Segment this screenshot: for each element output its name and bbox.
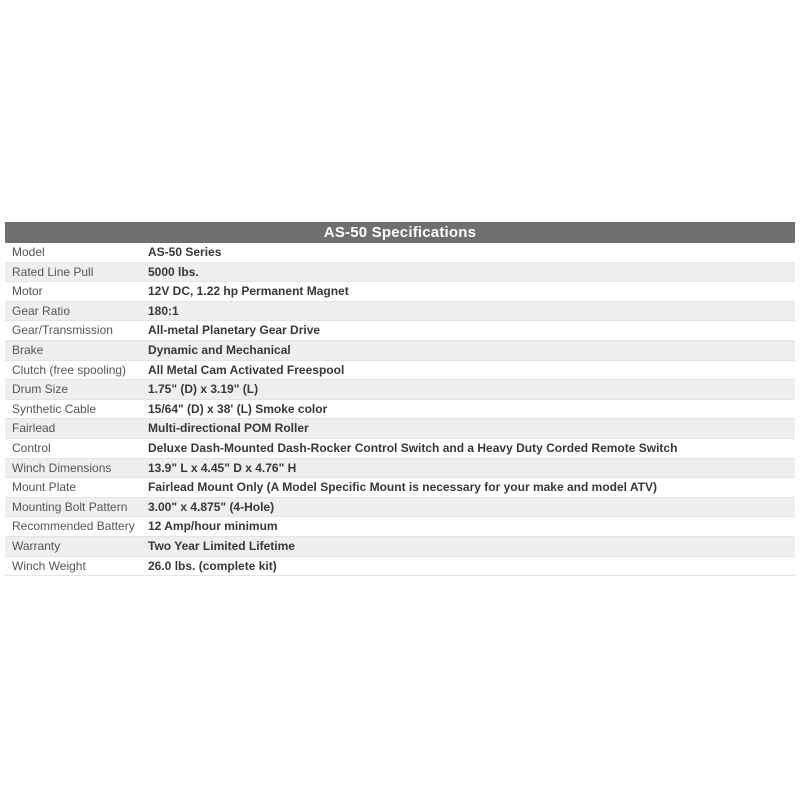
spec-row-value: 1.75" (D) x 3.19" (L) bbox=[141, 380, 795, 400]
spec-row-value: 180:1 bbox=[141, 301, 795, 321]
spec-row-value: Deluxe Dash-Mounted Dash-Rocker Control Switch and a Heavy Duty Corded Remote Switch bbox=[141, 438, 795, 458]
specifications-table-title: AS-50 Specifications bbox=[5, 222, 795, 243]
spec-row-value: All-metal Planetary Gear Drive bbox=[141, 321, 795, 341]
spec-row-value: AS-50 Series bbox=[141, 243, 795, 262]
spec-row-value: 26.0 lbs. (complete kit) bbox=[141, 556, 795, 576]
spec-row bbox=[5, 340, 795, 360]
spec-row-value: Multi-directional POM Roller bbox=[141, 419, 795, 439]
spec-row-label: Warranty bbox=[5, 536, 141, 556]
spec-row-value: 13.9" L x 4.45" D x 4.76" H bbox=[141, 458, 795, 478]
spec-row bbox=[5, 282, 795, 302]
spec-row bbox=[5, 536, 795, 556]
spec-row-label: Fairlead bbox=[5, 419, 141, 439]
spec-row-value: 12V DC, 1.22 hp Permanent Magnet bbox=[141, 282, 795, 302]
spec-row-label: Gear/Transmission bbox=[5, 321, 141, 341]
spec-row bbox=[5, 301, 795, 321]
spec-row bbox=[5, 360, 795, 380]
spec-row-label: Rated Line Pull bbox=[5, 262, 141, 282]
spec-row-label: Clutch (free spooling) bbox=[5, 360, 141, 380]
spec-row-label: Mount Plate bbox=[5, 478, 141, 498]
spec-row bbox=[5, 419, 795, 439]
spec-row-label: Brake bbox=[5, 340, 141, 360]
spec-row bbox=[5, 243, 795, 262]
spec-row-label: Gear Ratio bbox=[5, 301, 141, 321]
spec-row-value: Dynamic and Mechanical bbox=[141, 340, 795, 360]
spec-row-value: 15/64" (D) x 38' (L) Smoke color bbox=[141, 399, 795, 419]
spec-row-value: 3.00" x 4.875" (4-Hole) bbox=[141, 497, 795, 517]
spec-row-value: All Metal Cam Activated Freespool bbox=[141, 360, 795, 380]
spec-row bbox=[5, 438, 795, 458]
spec-row-value: 12 Amp/hour minimum bbox=[141, 517, 795, 537]
spec-row-label: Control bbox=[5, 438, 141, 458]
spec-row-value: 5000 lbs. bbox=[141, 262, 795, 282]
spec-row-value: Two Year Limited Lifetime bbox=[141, 536, 795, 556]
spec-row bbox=[5, 517, 795, 537]
spec-row bbox=[5, 399, 795, 419]
spec-row-label: Motor bbox=[5, 282, 141, 302]
spec-row bbox=[5, 478, 795, 498]
spec-row bbox=[5, 321, 795, 341]
spec-row-label: Winch Dimensions bbox=[5, 458, 141, 478]
spec-row-label: Mounting Bolt Pattern bbox=[5, 497, 141, 517]
spec-row bbox=[5, 380, 795, 400]
spec-row-label: Drum Size bbox=[5, 380, 141, 400]
spec-row-label: Model bbox=[5, 243, 141, 262]
spec-row bbox=[5, 458, 795, 478]
spec-row-value: Fairlead Mount Only (A Model Specific Mount is necessary for your make and model ATV) bbox=[141, 478, 795, 498]
spec-row-label: Recommended Battery bbox=[5, 517, 141, 537]
spec-table bbox=[5, 243, 795, 576]
spec-table-body bbox=[5, 243, 795, 576]
spec-row bbox=[5, 497, 795, 517]
specifications-table bbox=[5, 222, 795, 576]
spec-row bbox=[5, 262, 795, 282]
spec-row-label: Synthetic Cable bbox=[5, 399, 141, 419]
spec-row bbox=[5, 556, 795, 576]
spec-row-label: Winch Weight bbox=[5, 556, 141, 576]
